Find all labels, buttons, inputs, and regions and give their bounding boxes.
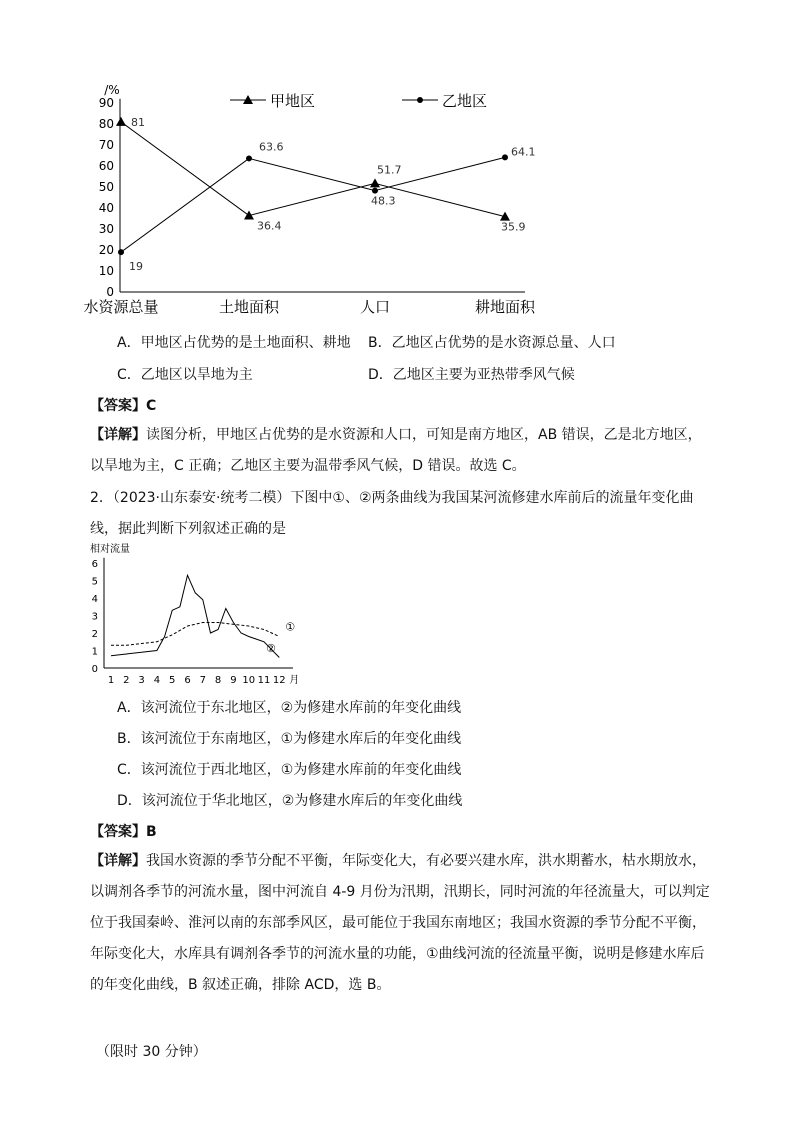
x-tick-label: 4	[153, 675, 161, 686]
legend-label: 甲地区	[270, 92, 316, 110]
q2-option-c: C．该河流位于西北地区，①为修建水库前的年变化曲线	[117, 762, 462, 778]
answer-value: B	[146, 824, 157, 840]
x-tick-label: 6	[184, 675, 191, 686]
x-tick-label: 人口	[359, 298, 391, 316]
q1-option-d: D．乙地区主要为亚热带季风气候	[368, 367, 575, 383]
y-tick-label: 5	[91, 576, 98, 588]
data-label: 35.9	[501, 220, 526, 234]
y-tick-label: 0	[91, 664, 98, 675]
series-line-1	[111, 623, 279, 646]
data-label: 48.3	[371, 194, 396, 208]
y-tick-label: 90	[98, 96, 114, 110]
x-tick-label: 1	[107, 675, 115, 686]
river-flow-chart	[88, 540, 318, 690]
answer-tag: 【答案】	[90, 824, 146, 840]
circle-point	[372, 188, 378, 194]
triangle-point	[370, 178, 380, 187]
circle-point	[118, 249, 124, 255]
circle-point	[246, 155, 252, 161]
land-water-chart	[80, 80, 550, 320]
q1-option-a: A．甲地区占优势的是土地面积、耕地	[117, 335, 351, 351]
x-tick-label: 8	[214, 675, 222, 686]
detail-text: 读图分析，甲地区占优势的是水资源和人口，可知是南方地区，AB 错误，乙是北方地区，以旱地为主，C 正确；乙地区主要为温带季风气候，D 错误。故选 C。	[90, 427, 702, 474]
data-label: 81	[131, 115, 145, 129]
y-tick-label: 50	[98, 180, 114, 194]
y-axis-label: /%	[104, 83, 120, 97]
q1-option-b: B．乙地区占优势的是水资源总量、人口	[368, 335, 616, 351]
legend-marker	[417, 97, 423, 103]
data-label: 19	[129, 260, 143, 274]
x-tick-label: 2	[123, 675, 130, 686]
series-line-1	[121, 122, 505, 217]
y-tick-label: 30	[98, 222, 114, 236]
series-line-2	[121, 157, 505, 252]
data-label: 51.7	[377, 163, 402, 177]
data-label: 36.4	[257, 219, 282, 233]
x-tick-label: 耕地面积	[474, 298, 536, 316]
y-tick-label: 2	[91, 629, 98, 640]
q2-detail	[90, 846, 710, 1001]
y-tick-label: 20	[98, 243, 114, 257]
x-tick-label: 12	[272, 675, 286, 686]
y-tick-label: 10	[98, 264, 114, 278]
y-tick-label: 4	[91, 594, 98, 605]
detail-text: 我国水资源的季节分配不平衡，年际变化大，有必要兴建水库，洪水期蓄水，枯水期放水，以调剂各季节的河流水量，图中河流自 4-9 月份为汛期，汛期长，同时河流的年径流量大，可以判定位于我国秦岭、淮河以南的东部季风区，最可能位于我国东南地区；我国水资源的季节分配不平衡，年际变化大，水库具有调剂各季节的河流水量的功能，①曲线河流的径流量平衡，说明是修建水库后的年变化曲线，B 叙述正确，排除 ACD，选 B。	[90, 853, 710, 993]
y-tick-label: 1	[91, 646, 98, 658]
circle-point	[502, 154, 508, 160]
y-tick-label: 40	[98, 201, 114, 215]
y-tick-label: 80	[98, 117, 114, 131]
x-tick-label: 3	[138, 675, 145, 686]
q1-option-c: C．乙地区以旱地为主	[117, 367, 253, 383]
y-tick-label: 60	[98, 159, 114, 173]
x-tick-label: 11	[257, 675, 271, 686]
answer-tag: 【答案】	[90, 398, 146, 414]
q2-option-b: B．该河流位于东南地区，①为修建水库后的年变化曲线	[117, 731, 462, 747]
x-tick-label: 水资源总量	[83, 298, 159, 316]
y-tick-label: 3	[91, 611, 98, 623]
detail-tag: 【详解】	[90, 427, 146, 443]
x-unit-label: 月	[289, 675, 300, 686]
y-axis-label: 相对流量	[90, 544, 130, 555]
q2-option-d: D．该河流位于华北地区，②为修建水库后的年变化曲线	[117, 793, 463, 809]
x-tick-label: 土地面积	[218, 298, 280, 316]
x-tick-label: 7	[199, 675, 206, 686]
time-limit-note: （限时 30 分钟）	[96, 1044, 207, 1060]
q1-detail	[90, 420, 710, 482]
data-label: 63.6	[259, 140, 284, 154]
x-tick-label: 10	[242, 675, 256, 686]
q2-stem: 2．（2023·山东泰安·统考二模）下图中①、②两条曲线为我国某河流修建水库前后的流量年变化曲线，据此判断下列叙述正确的是	[90, 490, 694, 537]
legend-label: 乙地区	[442, 92, 488, 110]
triangle-point	[116, 117, 126, 126]
x-tick-label: 5	[169, 675, 176, 686]
q2-answer	[90, 821, 157, 841]
detail-tag: 【详解】	[90, 853, 146, 869]
series-label-2: ②	[266, 641, 276, 655]
series-label-1: ①	[285, 620, 296, 634]
y-tick-label: 6	[91, 559, 98, 570]
y-tick-label: 0	[106, 285, 114, 299]
q1-answer	[90, 395, 156, 415]
q2-option-a: A．该河流位于东北地区，②为修建水库前的年变化曲线	[117, 700, 462, 716]
x-tick-label: 9	[230, 675, 237, 686]
answer-value: C	[146, 398, 157, 414]
series-line-2	[111, 575, 279, 657]
y-tick-label: 70	[98, 138, 114, 152]
data-label: 64.1	[511, 145, 536, 159]
